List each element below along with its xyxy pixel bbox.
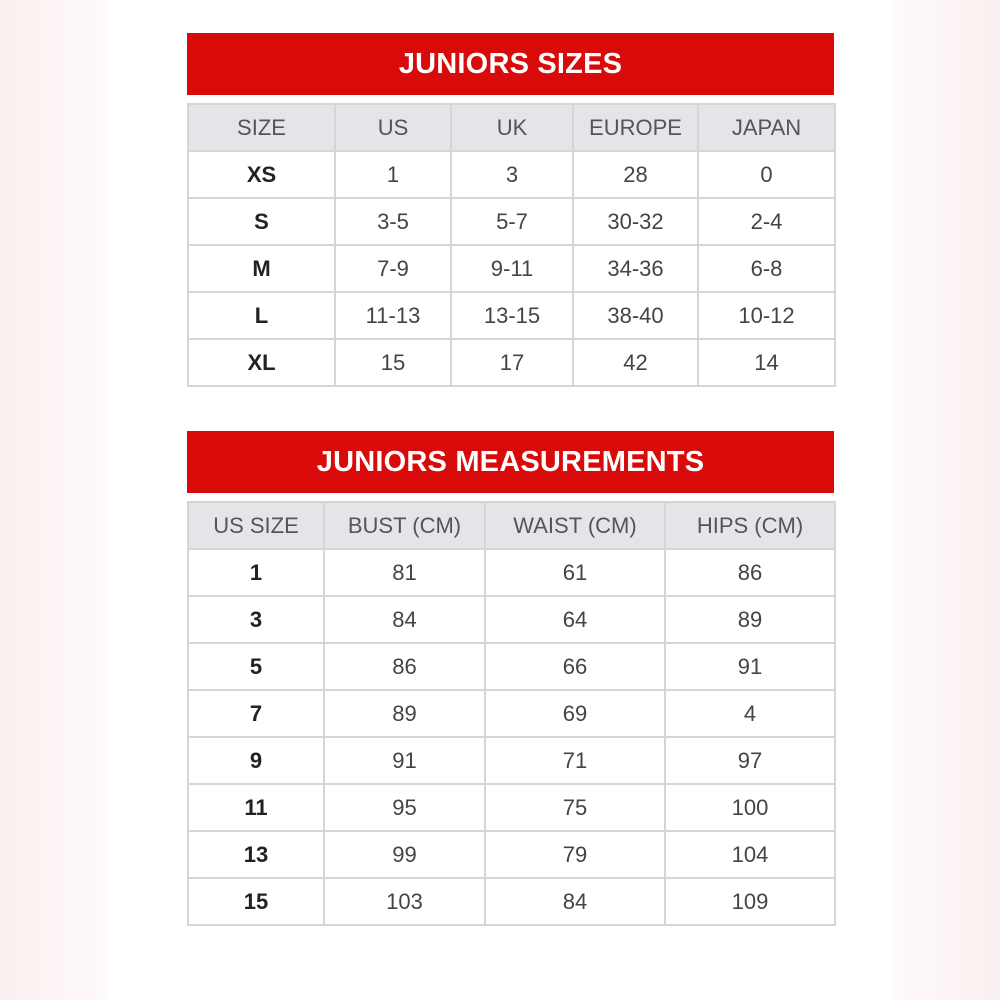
us-cell: 11-13: [335, 292, 451, 339]
juniors-measurements-section: [187, 431, 834, 926]
table-row: [188, 878, 835, 925]
waist-cell: 71: [485, 737, 665, 784]
bust-cell: 81: [324, 549, 485, 596]
waist-cell: 69: [485, 690, 665, 737]
table-row: [188, 339, 835, 386]
japan-cell: 10-12: [698, 292, 835, 339]
hips-cell: 4: [665, 690, 835, 737]
table-row: [188, 245, 835, 292]
japan-cell: 14: [698, 339, 835, 386]
table-row: [188, 831, 835, 878]
bust-cell: 103: [324, 878, 485, 925]
hips-cell: 91: [665, 643, 835, 690]
us-cell: 1: [335, 151, 451, 198]
table-row: [188, 549, 835, 596]
table-row: [188, 643, 835, 690]
hips-cell: 86: [665, 549, 835, 596]
waist-cell: 61: [485, 549, 665, 596]
europe-cell: 30-32: [573, 198, 698, 245]
table-row: [188, 784, 835, 831]
bust-cell: 99: [324, 831, 485, 878]
juniors-measurements-table: [187, 501, 836, 926]
us-cell: 15: [335, 339, 451, 386]
japan-cell: 2-4: [698, 198, 835, 245]
right-background-margin: [892, 0, 1000, 1000]
us-size-label: 13: [188, 831, 324, 878]
europe-cell: 38-40: [573, 292, 698, 339]
table-row: [188, 596, 835, 643]
us-size-label: 5: [188, 643, 324, 690]
hips-cell: 104: [665, 831, 835, 878]
juniors-measurements-title: JUNIORS MEASUREMENTS: [187, 431, 834, 493]
uk-cell: 5-7: [451, 198, 573, 245]
header-size: SIZE: [188, 104, 335, 151]
table-row: [188, 151, 835, 198]
waist-cell: 75: [485, 784, 665, 831]
table-row: [188, 198, 835, 245]
waist-cell: 66: [485, 643, 665, 690]
juniors-sizes-section: [187, 33, 834, 387]
juniors-sizes-title: JUNIORS SIZES: [187, 33, 834, 95]
size-label: M: [188, 245, 335, 292]
us-cell: 7-9: [335, 245, 451, 292]
europe-cell: 28: [573, 151, 698, 198]
bust-cell: 89: [324, 690, 485, 737]
table-row: [188, 737, 835, 784]
waist-cell: 79: [485, 831, 665, 878]
uk-cell: 17: [451, 339, 573, 386]
size-label: L: [188, 292, 335, 339]
juniors-sizes-table: [187, 103, 836, 387]
us-size-label: 1: [188, 549, 324, 596]
header-japan: JAPAN: [698, 104, 835, 151]
uk-cell: 13-15: [451, 292, 573, 339]
uk-cell: 9-11: [451, 245, 573, 292]
europe-cell: 34-36: [573, 245, 698, 292]
japan-cell: 6-8: [698, 245, 835, 292]
us-cell: 3-5: [335, 198, 451, 245]
table-header-row: [188, 502, 835, 549]
europe-cell: 42: [573, 339, 698, 386]
hips-cell: 109: [665, 878, 835, 925]
bust-cell: 95: [324, 784, 485, 831]
header-hips: HIPS (CM): [665, 502, 835, 549]
us-size-label: 15: [188, 878, 324, 925]
header-us-size: US SIZE: [188, 502, 324, 549]
us-size-label: 7: [188, 690, 324, 737]
us-size-label: 11: [188, 784, 324, 831]
us-size-label: 3: [188, 596, 324, 643]
header-waist: WAIST (CM): [485, 502, 665, 549]
table-row: [188, 690, 835, 737]
left-background-margin: [0, 0, 108, 1000]
header-bust: BUST (CM): [324, 502, 485, 549]
bust-cell: 86: [324, 643, 485, 690]
size-label: XL: [188, 339, 335, 386]
header-us: US: [335, 104, 451, 151]
size-label: XS: [188, 151, 335, 198]
hips-cell: 89: [665, 596, 835, 643]
waist-cell: 64: [485, 596, 665, 643]
hips-cell: 97: [665, 737, 835, 784]
japan-cell: 0: [698, 151, 835, 198]
header-uk: UK: [451, 104, 573, 151]
table-header-row: [188, 104, 835, 151]
table-row: [188, 292, 835, 339]
waist-cell: 84: [485, 878, 665, 925]
bust-cell: 91: [324, 737, 485, 784]
bust-cell: 84: [324, 596, 485, 643]
header-europe: EUROPE: [573, 104, 698, 151]
size-label: S: [188, 198, 335, 245]
hips-cell: 100: [665, 784, 835, 831]
us-size-label: 9: [188, 737, 324, 784]
uk-cell: 3: [451, 151, 573, 198]
